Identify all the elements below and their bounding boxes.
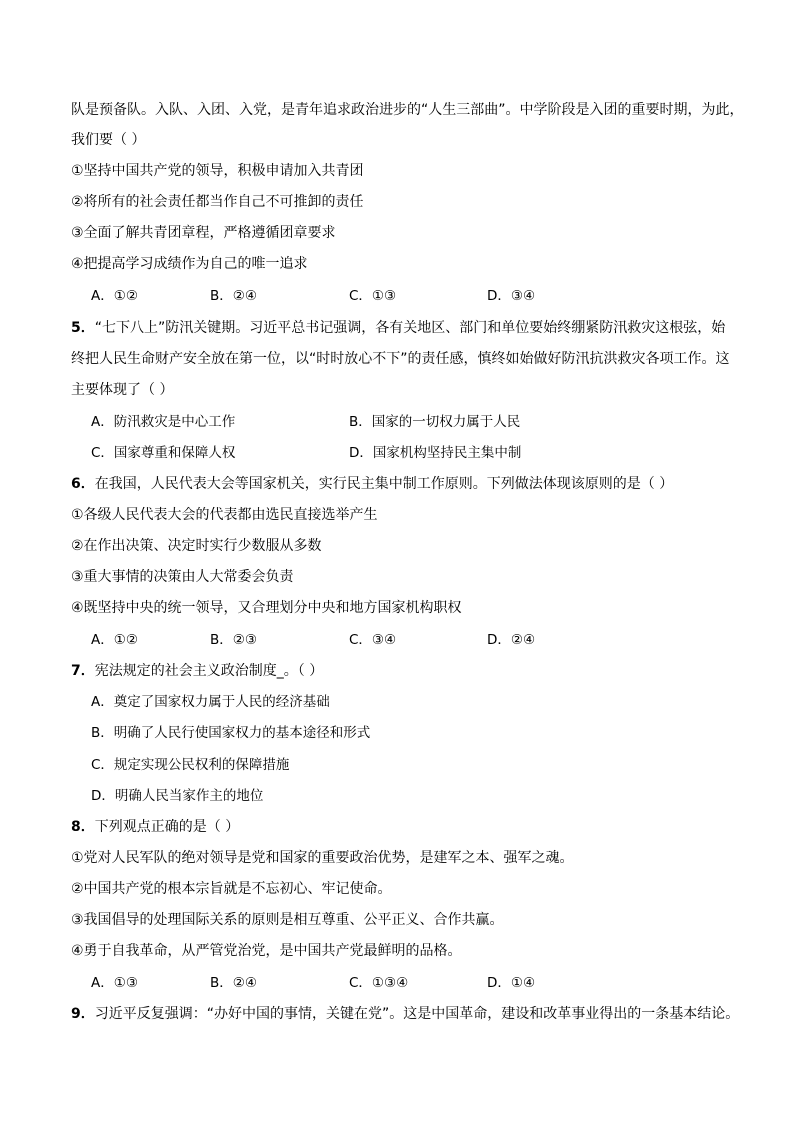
- q4-item-3: ③全面了解共青团章程，严格遵循团章要求: [71, 225, 336, 241]
- q8-item-2: ②中国共产党的根本宗旨就是不忘初心、牢记使命。: [71, 881, 392, 897]
- q5-stem-line3: 主要体现了（ ）: [71, 382, 174, 398]
- q8-item-1: ①党对人民军队的绝对领导是党和国家的重要政治优势，是建军之本、强军之魂。: [71, 850, 574, 866]
- q4-option-b[interactable]: B．②④: [210, 288, 257, 304]
- q6-item-2: ②在作出决策、决定时实行少数服从多数: [71, 538, 322, 554]
- q8-option-c[interactable]: C．①③④: [349, 975, 409, 991]
- q4-option-c[interactable]: C．①③: [349, 288, 397, 304]
- q8-number: 8．: [71, 819, 95, 835]
- q6-stem-text: 在我国，人民代表大会等国家机关，实行民主集中制工作原则。下列做法体现该原则的是（ ）: [94, 476, 674, 492]
- q6-item-1: ①各级人民代表大会的代表都由选民直接选举产生: [71, 507, 378, 523]
- q4-option-a[interactable]: A．①②: [91, 288, 138, 304]
- q7-stem: [71, 661, 751, 681]
- q4-option-d[interactable]: D．③④: [487, 288, 536, 304]
- q7-option-b[interactable]: B．明确了人民行使国家权力的基本途径和形式: [91, 725, 371, 741]
- q8-option-d[interactable]: D．①④: [487, 975, 536, 991]
- q5-stem-text1: “七下八上”防汛关键期。习近平总书记强调，各有关地区、部门和单位要始终绷紧防汛救灾这根弦，始: [94, 320, 726, 336]
- q5-number: 5．: [71, 320, 95, 336]
- q9-number: 9．: [71, 1006, 95, 1022]
- q5-option-d[interactable]: D．国家机构坚持民主集中制: [349, 445, 522, 461]
- q6-option-a[interactable]: A．①②: [91, 632, 138, 648]
- q9-stem: [71, 1004, 751, 1024]
- q8-stem: [71, 817, 751, 837]
- q9-stem-text: 习近平反复强调：“办好中国的事情，关键在党”。这是中国革命，建设和改革事业得出的一条基本结论。: [94, 1006, 740, 1022]
- q5-option-b[interactable]: B．国家的一切权力属于人民: [349, 414, 521, 430]
- q6-number: 6．: [71, 476, 95, 492]
- q6-option-b[interactable]: B．②③: [210, 632, 257, 648]
- q8-option-a[interactable]: A．①③: [91, 975, 138, 991]
- q4-item-4: ④把提高学习成绩作为自己的唯一追求: [71, 256, 308, 272]
- q8-item-3: ③我国倡导的处理国际关系的原则是相互尊重、公平正义、合作共赢。: [71, 912, 504, 928]
- q5-option-c[interactable]: C．国家尊重和保障人权: [91, 445, 236, 461]
- q7-stem-text: 宪法规定的社会主义政治制度_。（ ）: [94, 663, 324, 679]
- q6-item-4: ④既坚持中央的统一领导，又合理划分中央和地方国家机构职权: [71, 600, 462, 616]
- q4-item-2: ②将所有的社会责任都当作自己不可推卸的责任: [71, 194, 364, 210]
- q7-option-d[interactable]: D．明确人民当家作主的地位: [91, 788, 264, 804]
- q5-option-a[interactable]: A．防汛救灾是中心工作: [91, 414, 236, 430]
- q8-item-4: ④勇于自我革命，从严管党治党，是中国共产党最鲜明的品格。: [71, 943, 462, 959]
- q4-stem-line1: 队是预备队。入队、入团、入党，是青年追求政治进步的“人生三部曲”。中学阶段是入团的重要时期，为此，: [71, 102, 744, 118]
- q5-stem-line2: 终把人民生命财产安全放在第一位，以“时时放心不下”的责任感，慎终如始做好防汛抗洪救灾各项工作。这: [71, 351, 730, 367]
- q6-stem: [71, 474, 751, 494]
- q7-number: 7．: [71, 663, 95, 679]
- q7-option-c[interactable]: C．规定实现公民权利的保障措施: [91, 757, 290, 773]
- q5-stem-line1: [71, 318, 751, 338]
- q4-stem-line2: 我们要（ ）: [71, 132, 146, 148]
- q8-option-b[interactable]: B．②④: [210, 975, 257, 991]
- q6-item-3: ③重大事情的决策由人大常委会负责: [71, 569, 294, 585]
- q6-option-d[interactable]: D．②④: [487, 632, 536, 648]
- q8-stem-text: 下列观点正确的是（ ）: [94, 819, 240, 835]
- q7-option-a[interactable]: A．奠定了国家权力属于人民的经济基础: [91, 694, 330, 710]
- q4-item-1: ①坚持中国共产党的领导，积极申请加入共青团: [71, 163, 364, 179]
- q6-option-c[interactable]: C．③④: [349, 632, 397, 648]
